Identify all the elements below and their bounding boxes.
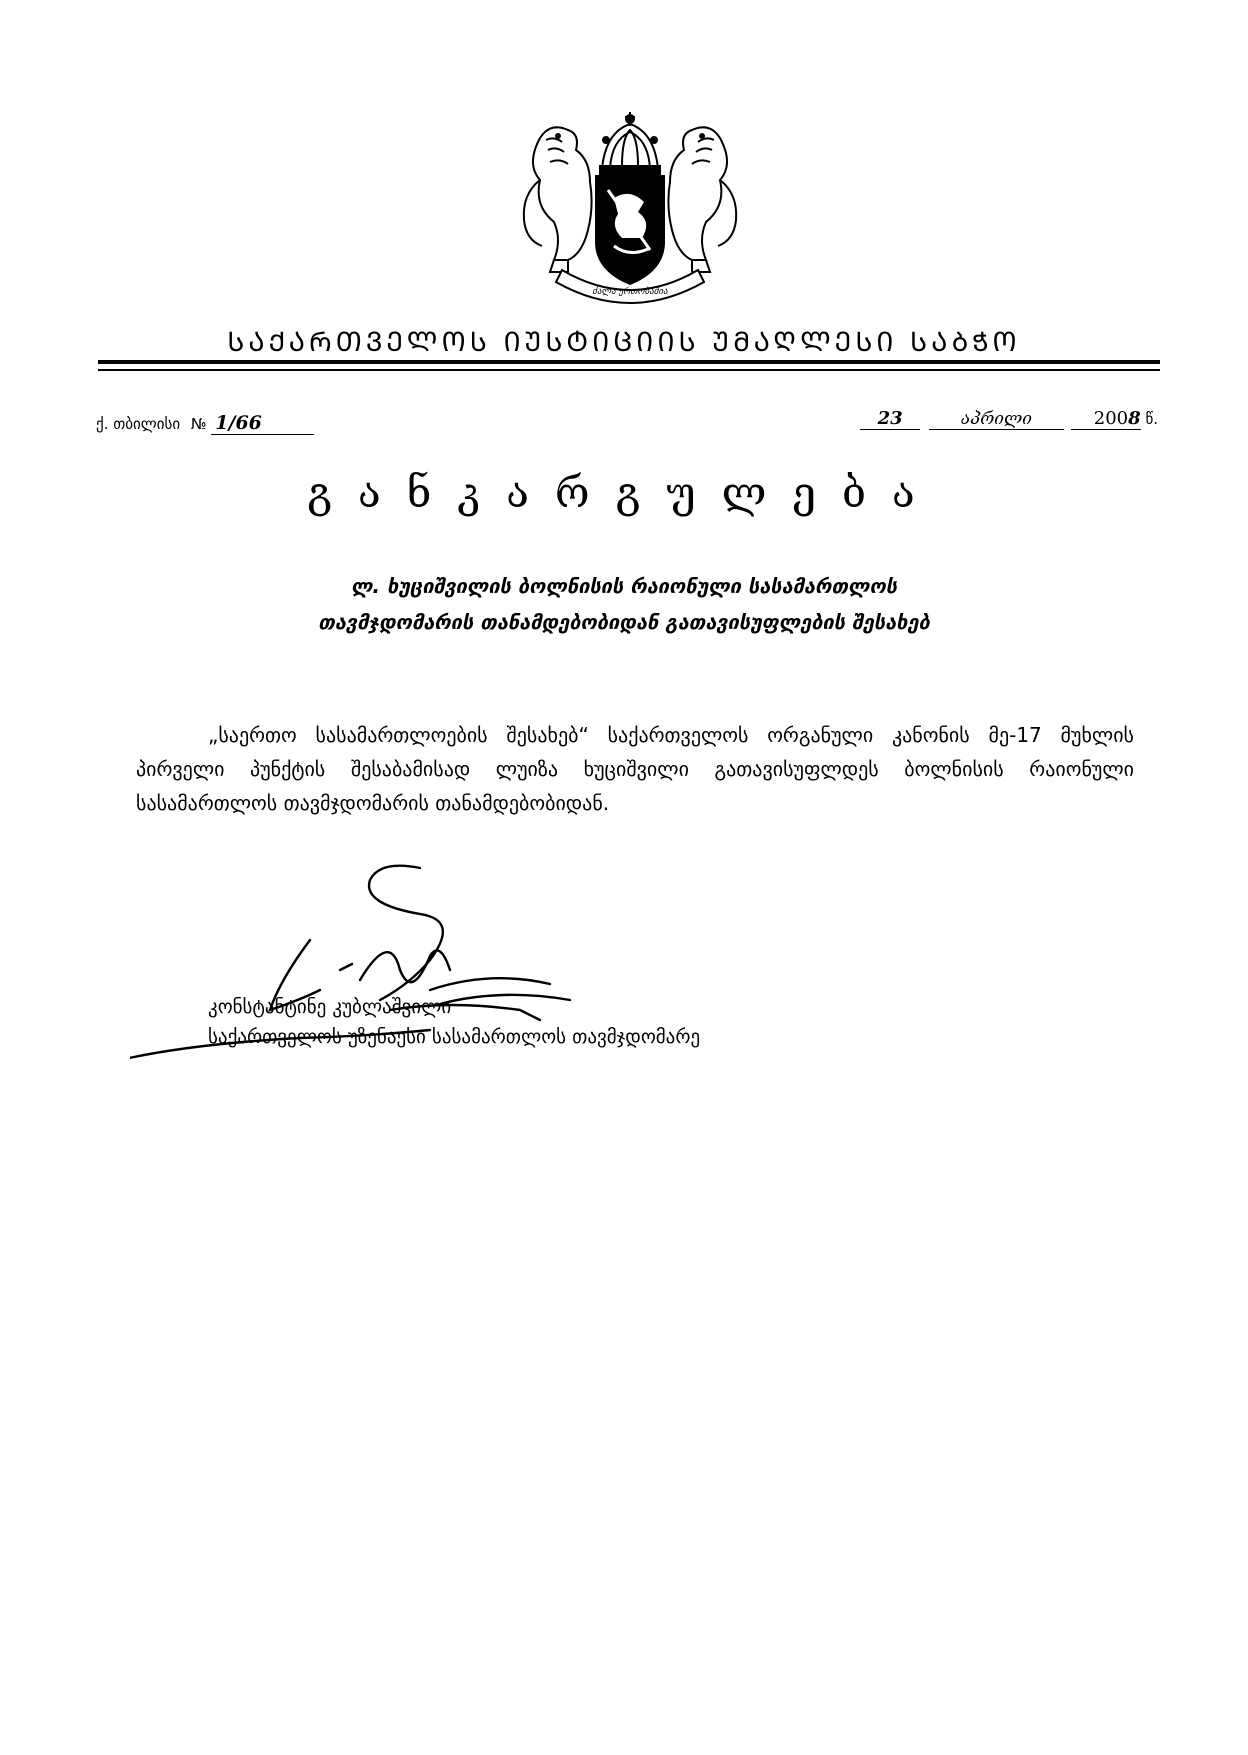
reference-line bbox=[96, 412, 314, 435]
decree-number: 1/66 bbox=[211, 412, 314, 435]
subject-line-2: თავმჯდომარის თანამდებობიდან გათავისუფლების შესახებ bbox=[318, 610, 930, 634]
city-label: ქ. თბილისი bbox=[96, 415, 181, 433]
header-rule-thick bbox=[98, 360, 1160, 364]
date-line bbox=[860, 408, 1158, 430]
signer-name: კონსტანტინე კუბლაშვილი bbox=[208, 996, 452, 1018]
date-day: 23 bbox=[860, 408, 920, 430]
shield-icon bbox=[596, 176, 664, 284]
year-prefix: 200 bbox=[1093, 408, 1129, 429]
document-body: „საერთო სასამართლოების შესახებ“ საქართველოს ორგანული კანონის მე-17 მუხლის პირველი პუნქტის შესაბამისად ლუიზა ხუციშვილი გათავისუფლდეს ბოლნისის რაიონული სასამართლოს თავმჯდომარის თანამდებობიდან. bbox=[136, 723, 1134, 815]
year-suffix: 8 bbox=[1128, 408, 1141, 429]
number-sign: № bbox=[190, 415, 207, 433]
right-lion-icon bbox=[668, 127, 736, 272]
document-title: განკარგულება bbox=[307, 468, 941, 517]
date-month: აპრილი bbox=[929, 409, 1064, 430]
organization-name: ᲡᲐᲥᲐᲠᲗᲕᲔᲚᲝᲡ ᲘᲣᲡᲢᲘᲪᲘᲘᲡ ᲣᲛᲐᲦᲚᲔᲡᲘ ᲡᲐᲑᲭᲝ bbox=[227, 327, 1021, 358]
motto-text: ძალა ერთობაშია bbox=[592, 287, 668, 297]
date-year bbox=[1071, 408, 1141, 430]
coat-of-arms-emblem bbox=[510, 110, 750, 310]
subject-line-1: ლ. ხუციშვილის ბოლნისის რაიონული სასამართლოს bbox=[350, 574, 898, 598]
header-rule-thin bbox=[98, 369, 1160, 371]
document-subject bbox=[0, 568, 1248, 640]
crown-icon bbox=[600, 112, 660, 174]
year-mark: წ. bbox=[1145, 410, 1158, 428]
signer-title: საქართველოს უზენაესი სასამართლოს თავმჯდომარე bbox=[208, 1026, 701, 1048]
left-lion-icon bbox=[524, 127, 592, 272]
